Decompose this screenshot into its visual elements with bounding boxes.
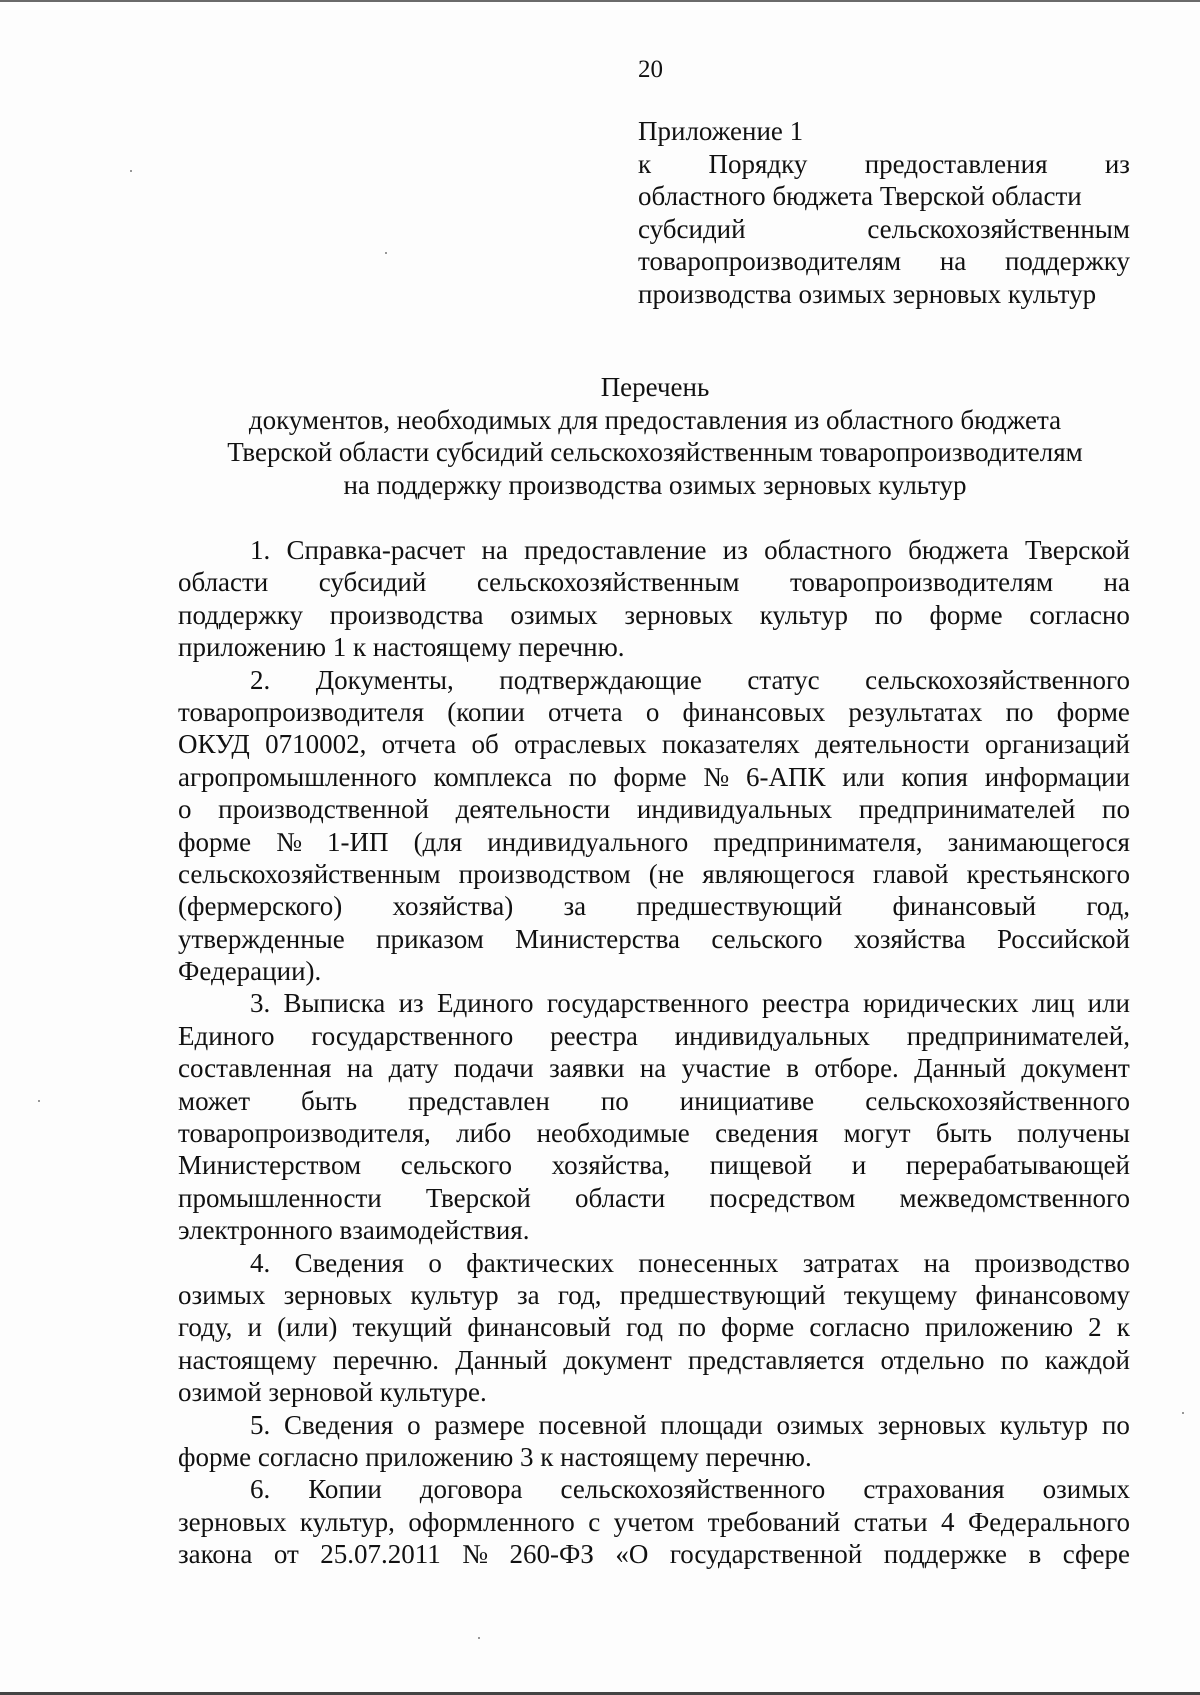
body-word: понесенных — [638, 1247, 779, 1278]
appendix-word: поддержку — [1004, 246, 1130, 276]
body-line — [178, 534, 1130, 566]
appendix-word: товаропроизводителям — [638, 246, 902, 276]
body-word: 1. — [250, 535, 271, 565]
body-word: текущему — [843, 1279, 958, 1310]
body-word: могут — [843, 1118, 911, 1149]
body-line: форме согласно приложению 3 к настоящему перечню. — [178, 1441, 812, 1472]
body-word: показателях — [661, 729, 800, 760]
body-word: форме — [929, 599, 1003, 630]
body-word: 4. — [250, 1247, 271, 1278]
body-word: предпринимателей — [858, 794, 1076, 825]
body-word: посредством — [709, 1182, 856, 1213]
body-word: лиц — [1031, 988, 1075, 1019]
body-word: межведомственного — [899, 1182, 1130, 1213]
body-word: организаций — [984, 729, 1130, 760]
body-word: реестра — [762, 988, 850, 1019]
body-word: на — [346, 1053, 374, 1084]
body-word: индивидуального — [487, 826, 689, 857]
body-word: на — [923, 1247, 951, 1278]
body-word: статьи — [853, 1506, 928, 1537]
body-word: культур — [410, 1279, 499, 1310]
body-word: по — [678, 1312, 706, 1343]
body-word: размере — [434, 1409, 525, 1440]
body-word: форме — [178, 826, 252, 857]
body-word: по — [1005, 696, 1034, 727]
body-word: предпринимателей, — [906, 1020, 1130, 1051]
body-word: пищевой — [709, 1150, 812, 1181]
body-word: № — [276, 826, 302, 857]
body-word: затратах — [802, 1247, 900, 1278]
body-word: промышленности — [178, 1182, 382, 1213]
appendix-word: Порядку — [708, 148, 808, 179]
appendix-word: субсидий — [638, 213, 746, 244]
body-word: сельского — [711, 923, 823, 954]
body-line — [178, 664, 1130, 696]
body-word: Выписка — [283, 988, 386, 1019]
body-word: поддержку — [178, 599, 304, 630]
body-word: 1-ИП — [327, 826, 389, 857]
body-word: хозяйства, — [551, 1150, 671, 1181]
body-line — [178, 1247, 1130, 1279]
body-word: Сведения — [294, 1247, 404, 1278]
body-word: Федерального — [967, 1506, 1130, 1537]
appendix-line — [638, 148, 1130, 181]
scan-speck — [478, 1637, 480, 1639]
body-word: предшествующий — [619, 1279, 826, 1310]
body-word: о — [645, 696, 660, 727]
body-word: дату — [388, 1053, 439, 1084]
body-line — [178, 987, 1130, 1019]
body-word: получены — [1017, 1118, 1130, 1149]
appendix-word: к — [638, 148, 652, 179]
body-word: приказом — [376, 923, 484, 954]
body-line: приложению 1 к настоящему перечню. — [178, 632, 625, 663]
scan-speck — [130, 170, 132, 172]
body-word: заявки — [549, 1053, 625, 1084]
body-word: зерновых — [877, 1409, 987, 1440]
body-word: производство — [974, 1247, 1130, 1278]
body-word: от — [273, 1539, 299, 1570]
body-word: инициативе — [679, 1085, 815, 1116]
body-word: озимых — [178, 1279, 266, 1310]
body-word: государственного — [311, 1020, 514, 1051]
body-word: финансовый — [467, 1312, 611, 1343]
body-word: о — [178, 794, 192, 825]
body-word: подтверждающие — [499, 664, 702, 695]
body-line: озимой зерновой культуре. — [178, 1377, 487, 1408]
body-word: каждой — [1044, 1344, 1130, 1375]
body-word: представляется — [688, 1344, 865, 1375]
body-word: предшествующий — [636, 891, 843, 922]
body-word: форме — [613, 761, 687, 792]
body-word: главой — [872, 858, 949, 889]
appendix-word: предоставления — [864, 148, 1048, 179]
body-word: юридических — [863, 988, 1019, 1019]
body-word: отраслевых — [514, 729, 647, 760]
body-word: деятельности — [455, 794, 611, 825]
body-word: по — [1102, 794, 1130, 825]
body-word: крестьянского — [966, 858, 1130, 889]
body-word: государственной — [669, 1539, 863, 1570]
body-line: Федерации). — [178, 956, 322, 987]
body-word: об — [471, 729, 499, 760]
body-word: по — [1101, 1409, 1130, 1440]
body-line — [178, 1020, 1130, 1052]
body-line — [178, 566, 1130, 598]
body-word: отчета — [548, 696, 623, 727]
body-word: о — [407, 1409, 421, 1440]
body-word: сфере — [1062, 1539, 1130, 1570]
body-word: отборе. — [814, 1053, 899, 1084]
body-word: форме — [1056, 696, 1130, 727]
body-word: 3. — [250, 988, 271, 1019]
body-word: форме — [721, 1312, 795, 1343]
body-word: на — [1103, 567, 1130, 598]
body-word: на — [639, 1053, 667, 1084]
body-word: товаропроизводителям — [789, 567, 1054, 598]
appendix-line: Приложение 1 — [638, 116, 804, 146]
body-line — [178, 1538, 1130, 1570]
body-word: Министерства — [515, 923, 680, 954]
appendix-word: сельскохозяйственным — [867, 213, 1130, 244]
body-line: электронного взаимодействия. — [178, 1215, 530, 1246]
body-word: и — [247, 1312, 262, 1343]
body-word: утвержденные — [178, 923, 345, 954]
appendix-word: из — [1104, 148, 1130, 179]
body-word: занимающегося — [947, 826, 1130, 857]
body-word: согласно — [809, 1312, 910, 1343]
body-word: Единого — [437, 988, 534, 1019]
body-word: информации — [984, 761, 1130, 792]
body-line — [178, 858, 1130, 890]
body-word: Данный — [455, 1344, 548, 1375]
body-word: ОКУД — [178, 729, 250, 760]
body-word: быть — [301, 1085, 358, 1116]
body-word: подачи — [453, 1053, 534, 1084]
body-word: год — [626, 1312, 663, 1343]
scan-speck — [1182, 1412, 1184, 1414]
body-word: о — [428, 1247, 442, 1278]
body-word: (фермерского) — [178, 891, 343, 922]
body-word: (или) — [277, 1312, 338, 1343]
scan-speck — [385, 252, 387, 254]
body-word: отчета — [381, 729, 457, 760]
body-line — [178, 1473, 1130, 1505]
body-line — [178, 890, 1130, 922]
body-word: сельскохозяйственным — [476, 567, 740, 598]
appendix-word: на — [939, 246, 967, 276]
document-body — [178, 534, 1130, 1571]
body-word: предпринимателя, — [713, 826, 923, 857]
body-word: индивидуальных — [674, 1020, 870, 1051]
body-word: перерабатывающей — [905, 1150, 1130, 1181]
body-word: Министерством — [178, 1150, 362, 1181]
body-word: с — [588, 1506, 601, 1537]
body-word: субсидий — [318, 567, 427, 598]
body-word: по — [568, 761, 597, 792]
body-word: финансовых — [682, 696, 826, 727]
body-word: 6. — [250, 1474, 271, 1505]
body-word: договора — [419, 1474, 523, 1505]
body-line — [178, 1344, 1130, 1376]
body-word: площади — [660, 1409, 763, 1440]
body-word: быть — [935, 1118, 992, 1149]
top-edge-line — [0, 0, 1200, 2]
body-line — [178, 1117, 1130, 1149]
body-word: в — [786, 1053, 800, 1084]
body-word: Документы, — [315, 664, 454, 695]
body-word: сведения — [715, 1118, 819, 1149]
body-word: год, — [557, 1279, 602, 1310]
title-heading: Перечень — [600, 372, 710, 402]
body-word: оформленного — [408, 1506, 575, 1537]
body-word: приложению — [925, 1312, 1074, 1343]
body-word: требований — [707, 1506, 841, 1537]
body-word: страхования — [863, 1474, 1005, 1505]
body-word: документ — [1021, 1053, 1130, 1084]
body-word: участие — [681, 1053, 771, 1084]
title-line: на поддержку производства озимых зерновых культур — [343, 469, 967, 500]
body-line — [178, 793, 1130, 825]
body-word: сельскохозяйственного — [560, 1474, 826, 1505]
body-line — [178, 1311, 1130, 1343]
appendix-line — [638, 245, 1130, 278]
body-word: 5. — [250, 1409, 271, 1440]
body-word: из — [398, 988, 424, 1019]
body-word: документ — [563, 1344, 672, 1375]
body-word: области — [178, 567, 269, 598]
body-word: «О — [615, 1539, 649, 1570]
body-word: хозяйства) — [392, 891, 514, 922]
body-word: бюджета — [908, 535, 1009, 565]
title-line: документов, необходимых для предоставления из областного бюджета — [248, 404, 1062, 435]
appendix-line: областного бюджета Тверской области — [638, 181, 1082, 211]
body-word: культур, — [299, 1506, 395, 1537]
body-word: государственного — [546, 988, 749, 1019]
body-line — [178, 728, 1130, 760]
body-word: результатах — [848, 696, 983, 727]
body-word: согласно — [1029, 599, 1130, 630]
body-word: составленная — [178, 1053, 332, 1084]
body-word: Копии — [308, 1474, 382, 1505]
body-word: копия — [901, 761, 968, 792]
body-word: посевной — [538, 1409, 647, 1440]
body-word: по — [874, 599, 903, 630]
body-word: реестра — [550, 1020, 638, 1051]
body-word: Справка-расчет — [286, 535, 466, 565]
body-word: Сведения — [284, 1409, 394, 1440]
body-line — [178, 1409, 1130, 1441]
body-word: деятельности — [815, 729, 970, 760]
appendix-line: производства озимых зерновых культур — [638, 278, 1097, 309]
body-word: или — [842, 761, 885, 792]
body-word: представлен — [408, 1085, 550, 1116]
body-word: комплекса — [433, 761, 553, 792]
body-word: (не — [648, 858, 685, 889]
body-line — [178, 826, 1130, 858]
body-word: индивидуальных — [636, 794, 833, 825]
body-word: году, — [178, 1312, 233, 1343]
body-word: сельскохозяйственного — [865, 1085, 1130, 1116]
body-word: за — [516, 1279, 540, 1310]
body-word: озимых — [1042, 1474, 1130, 1505]
body-word: сельского — [400, 1150, 512, 1181]
body-line — [178, 1085, 1130, 1117]
body-word: в — [1028, 1539, 1042, 1570]
body-word: товаропроизводителя — [178, 696, 425, 727]
body-line — [178, 923, 1130, 955]
body-word: озимых — [510, 599, 598, 630]
body-word: Единого — [178, 1020, 275, 1051]
body-word: за — [563, 891, 587, 922]
appendix-reference — [638, 115, 1130, 310]
body-word: финансовому — [975, 1279, 1130, 1310]
body-word: Данный — [914, 1053, 1007, 1084]
body-word: № — [462, 1539, 489, 1570]
body-word: 25.07.2011 — [320, 1539, 441, 1570]
body-word: статус — [747, 664, 820, 695]
body-word: хозяйства — [853, 923, 966, 954]
body-word: 260-ФЗ — [509, 1539, 594, 1570]
body-word: 4 — [941, 1506, 955, 1537]
body-word: (для — [413, 826, 463, 857]
body-word: товаропроизводителя, — [178, 1118, 431, 1149]
body-word: текущий — [352, 1312, 453, 1343]
body-line — [178, 761, 1130, 793]
body-word: на — [481, 535, 508, 565]
body-word: зерновых — [283, 1279, 393, 1310]
body-word: культур — [759, 599, 848, 630]
body-word: год, — [1086, 891, 1130, 922]
body-word: 6-АПК — [745, 761, 826, 792]
body-word: 0710002, — [265, 729, 367, 760]
body-word: финансовый — [892, 891, 1037, 922]
scan-speck — [38, 1100, 40, 1102]
body-word: № — [703, 761, 730, 792]
body-word: производством — [458, 858, 631, 889]
body-word: либо — [456, 1118, 512, 1149]
body-word: культур — [999, 1409, 1089, 1440]
body-line — [178, 1279, 1130, 1311]
title-line: Тверской области субсидий сельскохозяйственным товаропроизводителям — [227, 437, 1083, 467]
body-word: перечню. — [332, 1344, 440, 1375]
body-word: Российской — [996, 923, 1130, 954]
body-word: (копии — [447, 696, 525, 727]
body-word: по — [1000, 1344, 1029, 1375]
body-word: областного — [764, 535, 892, 565]
body-line — [178, 696, 1130, 728]
body-word: фактических — [466, 1247, 615, 1278]
body-word: производства — [329, 599, 484, 630]
body-word: учетом — [613, 1506, 695, 1537]
body-line — [178, 1182, 1130, 1214]
body-word: зерновых — [178, 1506, 287, 1537]
body-word: поддержке — [883, 1539, 1007, 1570]
body-word: по — [600, 1085, 629, 1116]
body-word: предоставление — [524, 535, 707, 565]
body-line — [178, 599, 1130, 631]
body-word: области — [575, 1182, 666, 1213]
body-word: отдельно — [880, 1344, 985, 1375]
document-title — [140, 371, 1170, 501]
body-line — [178, 1506, 1130, 1538]
body-line — [178, 1149, 1130, 1181]
body-word: озимых — [776, 1409, 864, 1440]
body-word: может — [178, 1085, 250, 1116]
body-word: к — [1116, 1312, 1130, 1343]
body-word: из — [722, 535, 748, 565]
body-word: агропромышленного — [178, 761, 417, 792]
body-word: необходимые — [536, 1118, 690, 1149]
body-word: зерновых — [624, 599, 733, 630]
appendix-line — [638, 213, 1130, 246]
body-word: сельскохозяйственным — [178, 858, 441, 889]
body-word: Тверской — [425, 1182, 531, 1213]
body-word: сельскохозяйственного — [865, 664, 1130, 695]
page-number: 20 — [638, 56, 663, 83]
body-word: закона — [178, 1539, 253, 1570]
body-word: 2. — [250, 664, 271, 695]
body-word: или — [1087, 988, 1130, 1019]
body-word: 2 — [1088, 1312, 1102, 1343]
body-line — [178, 1052, 1130, 1084]
body-word: являющегося — [702, 858, 855, 889]
body-word: и — [851, 1150, 867, 1181]
body-word: настоящему — [178, 1344, 317, 1375]
body-word: производственной — [218, 794, 429, 825]
body-word: Тверской — [1025, 535, 1130, 565]
